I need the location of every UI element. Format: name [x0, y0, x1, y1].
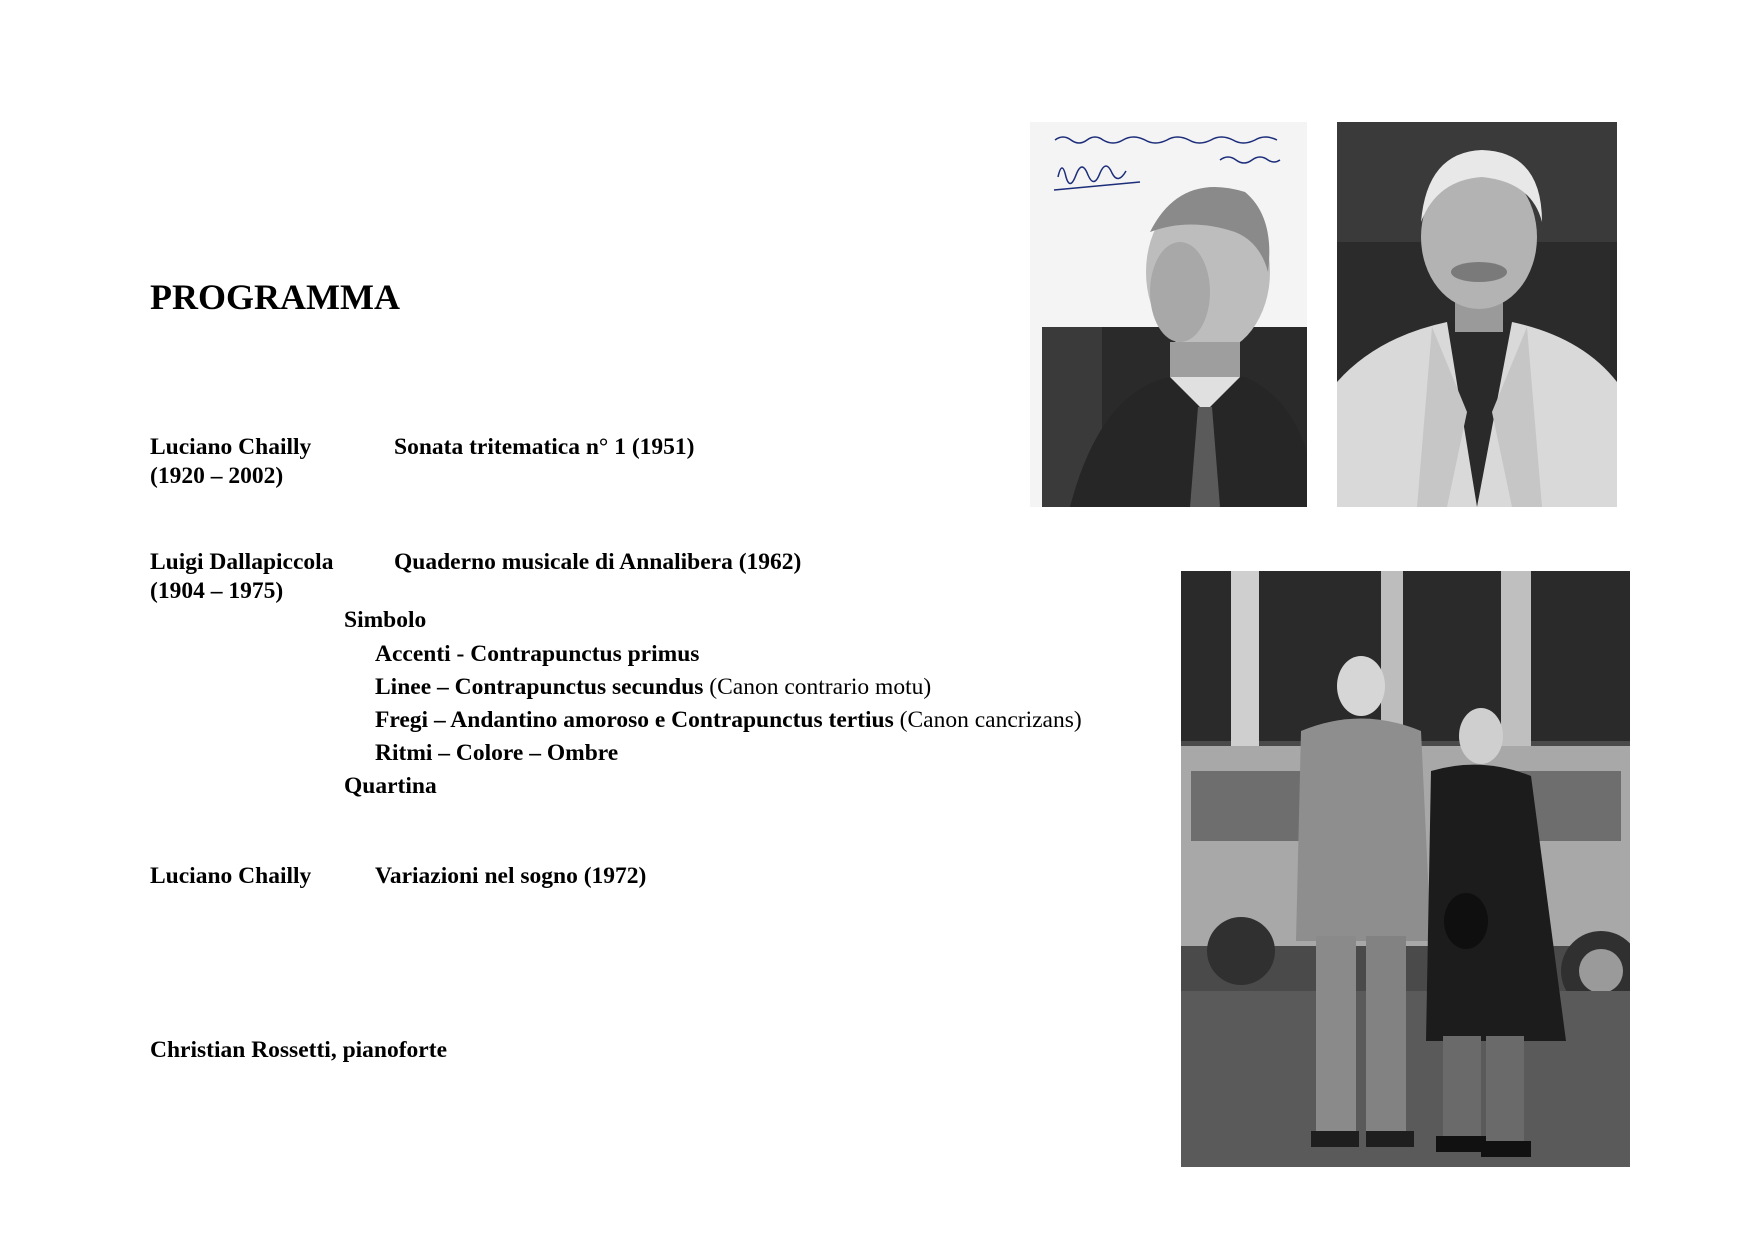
work-title-sonata: Sonata tritematica n° 1 (1951) — [394, 434, 695, 460]
photo-dallapiccola-signed — [1030, 122, 1307, 507]
movement-linee-title: Linee – Contrapunctus secundus — [375, 674, 704, 700]
movement-linee — [375, 673, 931, 701]
movement-fregi-note: (Canon cancrizans) — [893, 707, 1082, 733]
movement-fregi — [375, 706, 1082, 734]
composer-dates-dallapiccola: (1904 – 1975) — [150, 578, 284, 604]
performer-credit: Christian Rossetti, pianoforte — [150, 1037, 447, 1063]
page-title: PROGRAMMA — [150, 277, 400, 317]
movement-accenti: Accenti - Contrapunctus primus — [375, 641, 700, 667]
movement-linee-note: (Canon contrario motu) — [703, 674, 932, 700]
composer-name-chailly-2: Luciano Chailly — [150, 863, 312, 889]
movement-fregi-title: Fregi – Andantino amoroso e Contrapunctus tertius — [375, 707, 894, 733]
photo-chailly-portrait — [1337, 122, 1617, 507]
composer-dates-chailly: (1920 – 2002) — [150, 463, 284, 489]
movement-quartina: Quartina — [344, 773, 437, 799]
composer-name-chailly: Luciano Chailly — [150, 434, 312, 460]
work-title-quaderno: Quaderno musicale di Annalibera (1962) — [394, 549, 802, 575]
photo-chailly-dallapiccola-outdoors — [1181, 571, 1630, 1167]
composer-name-dallapiccola: Luigi Dallapiccola — [150, 549, 334, 575]
work-title-variazioni: Variazioni nel sogno (1972) — [375, 863, 647, 889]
movement-simbolo: Simbolo — [344, 607, 427, 633]
movement-ritmi: Ritmi – Colore – Ombre — [375, 740, 619, 766]
